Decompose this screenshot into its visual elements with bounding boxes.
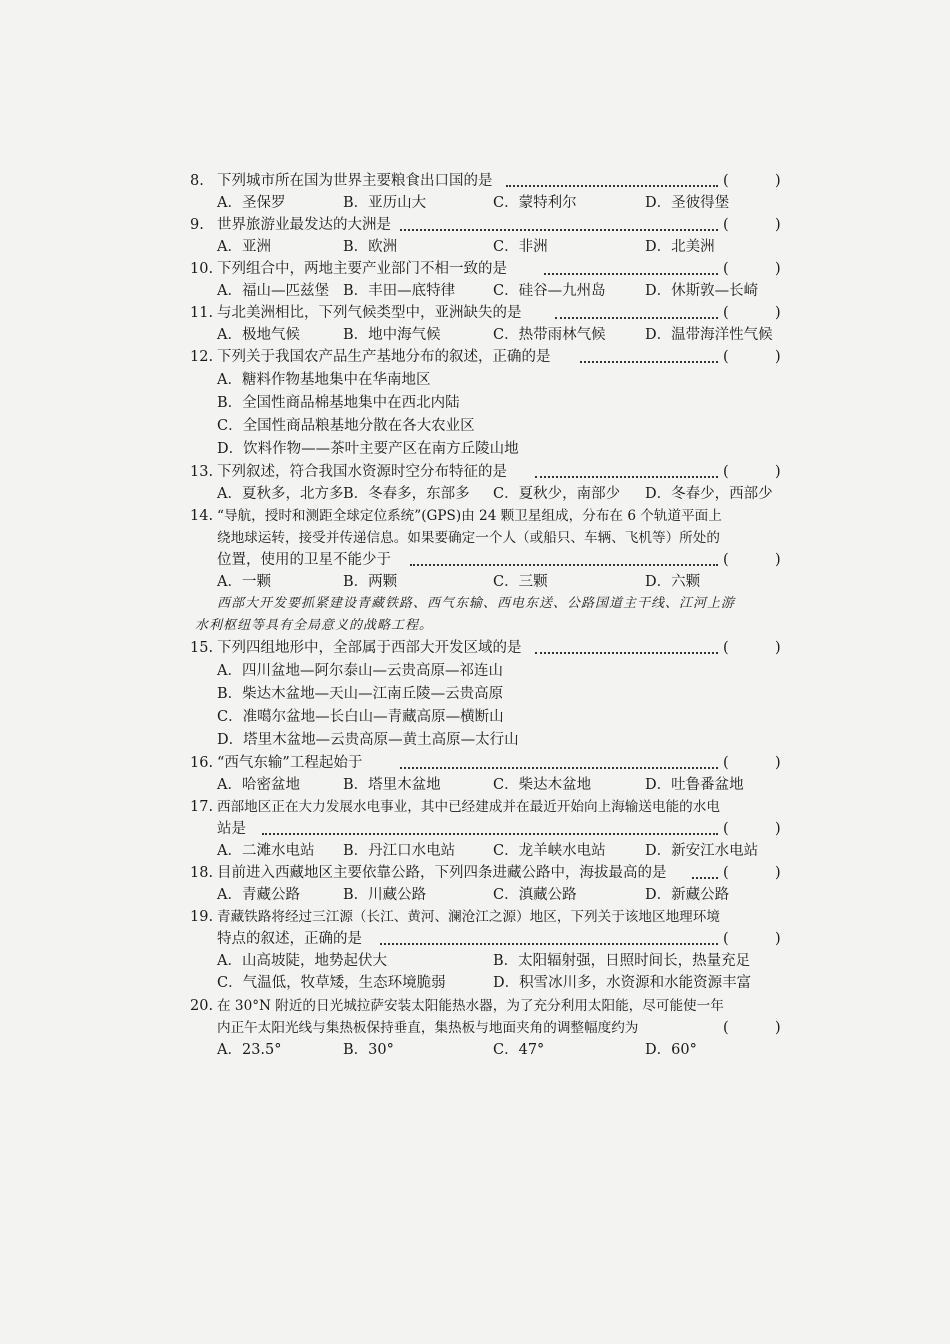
answer-paren-right: ) bbox=[775, 217, 781, 233]
option-b: B．两颗 bbox=[343, 574, 398, 590]
answer-paren-left: ( bbox=[723, 821, 729, 837]
question-stem-line-2: 特点的叙述，正确的是 bbox=[217, 931, 362, 947]
option-c: C．滇藏公路 bbox=[493, 887, 577, 903]
question-stem-line-3: 位置，使用的卫星不能少于 bbox=[217, 552, 391, 568]
question-stem: 下列四组地形中，全部属于西部大开发区域的是 bbox=[217, 640, 522, 656]
option-d: D．圣彼得堡 bbox=[645, 195, 730, 211]
answer-paren-right: ) bbox=[775, 755, 781, 771]
option-d: D．新藏公路 bbox=[645, 887, 730, 903]
answer-paren-right: ) bbox=[775, 349, 781, 365]
option-c: C．硅谷—九州岛 bbox=[493, 283, 606, 299]
handwritten-note-line-1: 西部大开发要抓紧建设青藏铁路、西气东输、西电东送、公路国道主干线、江河上游 bbox=[217, 596, 736, 611]
answer-paren-left: ( bbox=[723, 931, 729, 947]
question-stem: 与北美洲相比，下列气候类型中，亚洲缺失的是 bbox=[217, 305, 522, 321]
question-number: 9. bbox=[190, 217, 204, 233]
option-d: D．饮料作物——茶叶主要产区在南方丘陵山地 bbox=[217, 441, 519, 457]
leader-dots bbox=[544, 273, 718, 275]
question-stem: “西气东输”工程起始于 bbox=[217, 755, 363, 771]
leader-dots bbox=[400, 229, 718, 231]
option-b: B．亚历山大 bbox=[343, 195, 427, 211]
question-stem-line-2: 绕地球运转，接受并传递信息。如果要确定一个人（或船只、车辆、飞机等）所处的 bbox=[217, 530, 720, 546]
answer-paren-right: ) bbox=[775, 261, 781, 277]
option-c: C．蒙特利尔 bbox=[493, 195, 577, 211]
option-d: D．六颗 bbox=[645, 574, 701, 590]
option-c: C．热带雨林气候 bbox=[493, 327, 606, 343]
option-c: C．非洲 bbox=[493, 239, 548, 255]
question-number: 16. bbox=[190, 755, 214, 771]
option-d: D．塔里木盆地—云贵高原—黄土高原—太行山 bbox=[217, 732, 519, 748]
option-c: C．龙羊峡水电站 bbox=[493, 843, 606, 859]
option-b: B．太阳辐射强，日照时间长，热量充足 bbox=[493, 953, 751, 969]
question-stem-line-1: 青藏铁路将经过三江源（长江、黄河、澜沧江之源）地区，下列关于该地区地理环境 bbox=[217, 909, 720, 925]
option-c: C．气温低，牧草矮，生态环境脆弱 bbox=[217, 975, 446, 991]
option-c: C．柴达木盆地 bbox=[493, 777, 592, 793]
option-b: B．地中海气候 bbox=[343, 327, 441, 343]
option-a: A．夏秋多，北方多 bbox=[217, 486, 344, 502]
option-a: A．山高坡陡，地势起伏大 bbox=[217, 953, 387, 969]
option-a: A．青藏公路 bbox=[217, 887, 300, 903]
option-b: B．丰田—底特律 bbox=[343, 283, 456, 299]
answer-paren-left: ( bbox=[723, 865, 729, 881]
answer-paren-left: ( bbox=[723, 755, 729, 771]
leader-dots bbox=[555, 317, 718, 319]
leader-dots bbox=[535, 476, 718, 478]
leader-dots bbox=[410, 564, 718, 566]
option-a: A．亚洲 bbox=[217, 239, 271, 255]
answer-paren-right: ) bbox=[775, 931, 781, 947]
answer-paren-left: ( bbox=[723, 305, 729, 321]
question-number: 12. bbox=[190, 349, 214, 365]
option-d: D．北美洲 bbox=[645, 239, 715, 255]
option-a: A．四川盆地—阿尔泰山—云贵高原—祁连山 bbox=[217, 663, 503, 679]
answer-paren-left: ( bbox=[723, 349, 729, 365]
leader-dots bbox=[580, 361, 718, 363]
leader-dots bbox=[535, 652, 718, 654]
option-a: A．圣保罗 bbox=[217, 195, 286, 211]
question-number: 13. bbox=[190, 464, 214, 480]
answer-paren-left: ( bbox=[723, 173, 729, 189]
answer-paren-right: ) bbox=[775, 640, 781, 656]
option-c: C．准噶尔盆地—长白山—青藏高原—横断山 bbox=[217, 709, 504, 725]
answer-paren-right: ) bbox=[775, 305, 781, 321]
option-a: A．23.5° bbox=[217, 1042, 282, 1058]
option-b: B．柴达木盆地—天山—江南丘陵—云贵高原 bbox=[217, 686, 504, 702]
question-number: 8. bbox=[190, 173, 204, 189]
question-stem: 世界旅游业最发达的大洲是 bbox=[217, 217, 391, 233]
option-c: C．47° bbox=[493, 1042, 545, 1058]
answer-paren-right: ) bbox=[775, 552, 781, 568]
question-stem: 目前进入西藏地区主要依靠公路，下列四条进藏公路中，海拔最高的是 bbox=[217, 865, 667, 881]
leader-dots bbox=[400, 767, 718, 769]
option-d: D．吐鲁番盆地 bbox=[645, 777, 744, 793]
option-a: A．糖料作物基地集中在华南地区 bbox=[217, 372, 431, 388]
option-c: C．夏秋少，南部少 bbox=[493, 486, 621, 502]
question-number: 17. bbox=[190, 799, 214, 815]
option-b: B．30° bbox=[343, 1042, 394, 1058]
option-c: C．全国性商品粮基地分散在各大农业区 bbox=[217, 418, 475, 434]
answer-paren-left: ( bbox=[723, 261, 729, 277]
option-d: D．60° bbox=[645, 1042, 697, 1058]
question-stem-line-2: 站是 bbox=[217, 821, 246, 837]
option-d: D．积雪冰川多，水资源和水能资源丰富 bbox=[493, 975, 752, 991]
answer-paren-right: ) bbox=[775, 173, 781, 189]
question-stem-line-1: 西部地区正在大力发展水电事业，其中已经建成并在最近开始向上海输送电能的水电 bbox=[217, 799, 720, 815]
answer-paren-left: ( bbox=[723, 640, 729, 656]
option-a: A．极地气候 bbox=[217, 327, 300, 343]
question-number: 19. bbox=[190, 909, 214, 925]
option-a: A．福山—匹兹堡 bbox=[217, 283, 329, 299]
option-b: B．塔里木盆地 bbox=[343, 777, 441, 793]
question-number: 10. bbox=[190, 261, 214, 277]
answer-paren-left: ( bbox=[723, 1020, 729, 1036]
leader-dots bbox=[506, 185, 718, 187]
option-d: D．休斯敦—长崎 bbox=[645, 283, 759, 299]
option-b: B．川藏公路 bbox=[343, 887, 427, 903]
question-stem: 下列关于我国农产品生产基地分布的叙述，正确的是 bbox=[217, 349, 551, 365]
handwritten-note-line-2: 水利枢纽等具有全局意义的战略工程。 bbox=[195, 618, 434, 633]
leader-dots bbox=[692, 877, 718, 879]
option-d: D．新安江水电站 bbox=[645, 843, 759, 859]
option-b: B．丹江口水电站 bbox=[343, 843, 456, 859]
question-number: 18. bbox=[190, 865, 214, 881]
answer-paren-right: ) bbox=[775, 821, 781, 837]
question-stem: 下列组合中，两地主要产业部门不相一致的是 bbox=[217, 261, 507, 277]
question-number: 20. bbox=[190, 998, 214, 1014]
answer-paren-left: ( bbox=[723, 217, 729, 233]
leader-dots bbox=[380, 943, 718, 945]
option-d: D．温带海洋性气候 bbox=[645, 327, 773, 343]
question-stem: 下列叙述，符合我国水资源时空分布特征的是 bbox=[217, 464, 507, 480]
option-b: B．欧洲 bbox=[343, 239, 398, 255]
question-stem: 下列城市所在国为世界主要粮食出口国的是 bbox=[217, 173, 493, 189]
option-d: D．冬春少，西部少 bbox=[645, 486, 773, 502]
answer-paren-right: ) bbox=[775, 1020, 781, 1036]
question-stem-line-2: 内正午太阳光线与集热板保持垂直，集热板与地面夹角的调整幅度约为 bbox=[217, 1020, 639, 1036]
question-number: 14. bbox=[190, 508, 214, 524]
answer-paren-left: ( bbox=[723, 464, 729, 480]
answer-paren-right: ) bbox=[775, 464, 781, 480]
answer-paren-right: ) bbox=[775, 865, 781, 881]
question-number: 15. bbox=[190, 640, 214, 656]
question-stem-line-1: 在 30°N 附近的日光城拉萨安装太阳能热水器，为了充分利用太阳能，尽可能使一年 bbox=[217, 998, 724, 1014]
question-number: 11. bbox=[190, 305, 214, 321]
leader-dots bbox=[262, 833, 718, 835]
option-b: B．冬春多，东部多 bbox=[343, 486, 470, 502]
option-a: A．一颗 bbox=[217, 574, 271, 590]
question-stem-line-1: “导航，授时和测距全球定位系统”(GPS)由 24 颗卫星组成，分布在 6 个轨道平面上 bbox=[217, 508, 722, 524]
option-a: A．哈密盆地 bbox=[217, 777, 300, 793]
option-c: C．三颗 bbox=[493, 574, 548, 590]
option-b: B．全国性商品棉基地集中在西北内陆 bbox=[217, 395, 460, 411]
option-a: A．二滩水电站 bbox=[217, 843, 315, 859]
answer-paren-left: ( bbox=[723, 552, 729, 568]
